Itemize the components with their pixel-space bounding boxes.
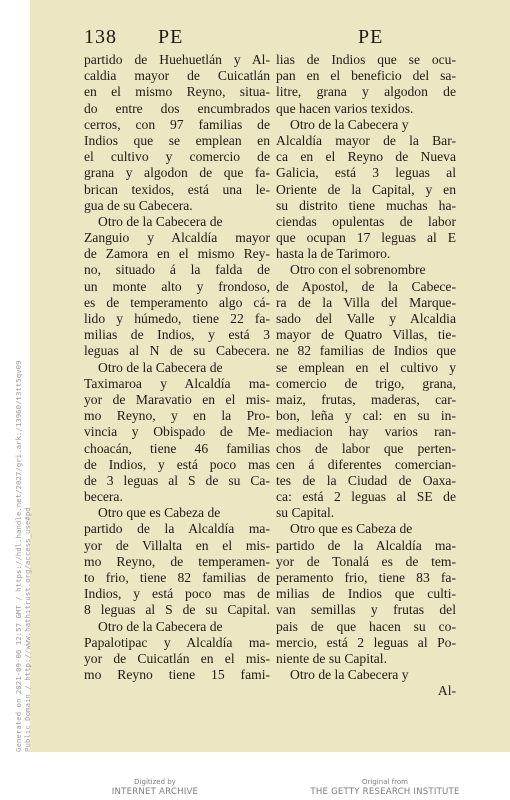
text-line: cen á diferentes comercian- xyxy=(276,456,456,472)
text-line: partido de la Alcaldía ma- xyxy=(276,537,456,553)
text-line: que ocupan 17 leguas al E xyxy=(276,230,456,246)
text-line: yor de Villalta en el mis- xyxy=(84,537,270,553)
text-line: Otro que es Cabeza de xyxy=(98,505,221,521)
text-line: el cultivo y comercio de xyxy=(84,149,270,165)
text-line: milias de Indios, y está 3 xyxy=(84,327,270,343)
text-line: maiz, frutas, maderas, car- xyxy=(276,391,456,407)
text-line: becera. xyxy=(84,489,123,505)
text-line: mediacion hay varios ran- xyxy=(276,424,456,440)
text-line: sado del Valle y Alcaldia xyxy=(276,311,456,326)
text-line: choacán, tiene 46 familias xyxy=(84,440,270,456)
text-line: Otro de la Cabecera y xyxy=(290,116,409,132)
footer-left-source: INTERNET ARCHIVE xyxy=(111,787,199,797)
text-line: lido y húmedo, tiene 22 fa- xyxy=(84,311,270,326)
text-line: niente de su Capital. xyxy=(276,650,387,666)
text-line: que hacen varios texidos. xyxy=(276,100,414,116)
text-line: bon, leña y cal: en su in- xyxy=(276,408,456,424)
text-column-left xyxy=(84,52,270,683)
text-line: partido de la Alcaldía ma- xyxy=(84,521,270,537)
text-line: Al- xyxy=(437,683,456,699)
access-watermark xyxy=(0,360,32,752)
text-line: Alcaldía mayor de la Bar- xyxy=(276,132,456,148)
text-line: milias de Indios que culti- xyxy=(276,586,456,602)
text-line: leguas al N de su Cabecera. xyxy=(84,343,270,359)
text-line: ra de la Villa del Marque- xyxy=(276,294,456,310)
text-line: Otro de la Cabecera de xyxy=(98,359,223,375)
text-line: ciendas opulentas de labor xyxy=(276,213,456,229)
text-line: yor de Maravatio en el mis- xyxy=(84,391,270,407)
text-line: mo Reyno, y en la Pro- xyxy=(84,408,270,424)
text-line: Otro de la Cabecera de xyxy=(98,618,223,634)
watermark-line-1: Generated on 2021-09-06 12:57 GMT / https://hdl.handle.net/2027/gri.ark:/13960/t3tt5qv09 xyxy=(14,360,23,752)
text-line: to frio, tiene 82 familias de xyxy=(84,570,270,585)
text-line: mo Reyno, de temperamen- xyxy=(84,553,270,569)
text-line: un monte alto y frondoso, xyxy=(84,278,270,294)
text-line: Taximaroa y Alcaldía ma- xyxy=(84,375,270,391)
text-line: Indios, y está poco mas de xyxy=(84,586,270,602)
text-line: hasta la de Tarimoro. xyxy=(276,246,391,262)
text-line: do entre dos encumbrados xyxy=(84,100,270,116)
text-line: Zanguio y Alcaldía mayor xyxy=(84,230,270,246)
text-line: van semillas y frutas del xyxy=(276,602,456,618)
text-line: partido de Huehuetlán y Al- xyxy=(84,52,270,67)
text-line: ca: está 2 leguas al SE de xyxy=(276,489,456,505)
text-line: de Apostol, de la Cabece- xyxy=(276,278,456,294)
footer-left-caption: Digitized by xyxy=(134,778,176,786)
text-line: lias de Indios que se ocu- xyxy=(276,52,456,67)
watermark-line-2: Public Domain / http://www.hathitrust.org/access_use#pd xyxy=(23,507,32,752)
text-line: yor de Cuicatlán en el mis- xyxy=(84,650,270,666)
text-line: Otro de la Cabecera de xyxy=(98,213,223,229)
text-line: brican texidos, está una le- xyxy=(84,181,270,197)
footer-right-source: THE GETTY RESEARCH INSTITUTE xyxy=(310,787,460,797)
text-line: pan en el beneficio del sa- xyxy=(276,68,456,84)
text-line: Otro de la Cabecera y xyxy=(290,667,409,683)
text-line: cerros, con 97 familias de xyxy=(84,116,270,132)
text-line: Papalotipac y Alcaldía ma- xyxy=(84,634,270,650)
page-header xyxy=(78,24,478,50)
page-number: 138 xyxy=(84,26,117,48)
text-line: Oriente de la Capital, y en xyxy=(276,181,456,197)
text-line: ca en el Reyno de Nueva xyxy=(276,149,456,165)
page-footer xyxy=(0,752,510,800)
text-line: su distrito tiene muchas ha- xyxy=(276,197,456,213)
text-line: se emplean en el cultivo y xyxy=(276,359,456,375)
text-line: tes de la Ciudad de Oaxa- xyxy=(276,472,456,488)
text-line: chos de labor que perten- xyxy=(276,440,456,456)
text-line: de Indios, y está poco mas xyxy=(84,456,270,472)
text-line: vincia y Obispado de Me- xyxy=(84,424,270,440)
footer-right-caption: Original from xyxy=(362,778,408,786)
text-line: grana y algodon de que fa- xyxy=(84,165,270,181)
text-line: gua de su Cabecera. xyxy=(84,197,193,213)
text-line: su Capital. xyxy=(276,505,335,521)
running-head-left: PE xyxy=(158,26,184,48)
text-line: yor de Tonalá es de tem- xyxy=(276,553,456,569)
text-line: en el mismo Reyno, situa- xyxy=(84,84,270,100)
text-line: pais de que hacen su co- xyxy=(276,618,456,634)
text-line: peramento frio, tiene 83 fa- xyxy=(276,570,456,585)
text-line: comercio de trigo, grana, xyxy=(276,375,456,391)
text-line: Indios que se emplean en xyxy=(84,132,270,148)
text-line: Otro que es Cabeza de xyxy=(290,521,413,537)
text-line: de Zamora en el mismo Rey- xyxy=(84,246,270,262)
footer-original-from xyxy=(290,778,480,798)
text-line: mercio, está 2 leguas al Po- xyxy=(276,634,456,650)
text-line: 8 leguas al S de su Capital. xyxy=(84,602,270,618)
text-line: mayor de Quatro Villas, tie- xyxy=(276,327,456,343)
running-head-right: PE xyxy=(358,26,384,48)
text-line: ne 82 familias de Indios que xyxy=(276,343,456,359)
text-line: Otro con el sobrenombre xyxy=(290,262,426,278)
footer-digitized-by xyxy=(70,778,240,798)
text-line: Galicia, está 3 leguas al xyxy=(276,165,456,181)
text-line: mo Reyno tiene 15 fami- xyxy=(84,667,270,683)
text-line: litre, grana y algodon de xyxy=(276,84,456,100)
text-column-right xyxy=(276,52,456,700)
text-line: de 3 leguas al S de su Ca- xyxy=(84,472,270,488)
text-line: no, situado á la falda de xyxy=(84,262,270,278)
text-line: es de temperamento algo cá- xyxy=(84,294,270,310)
text-line: caldia mayor de Cuicatlán xyxy=(84,68,270,84)
